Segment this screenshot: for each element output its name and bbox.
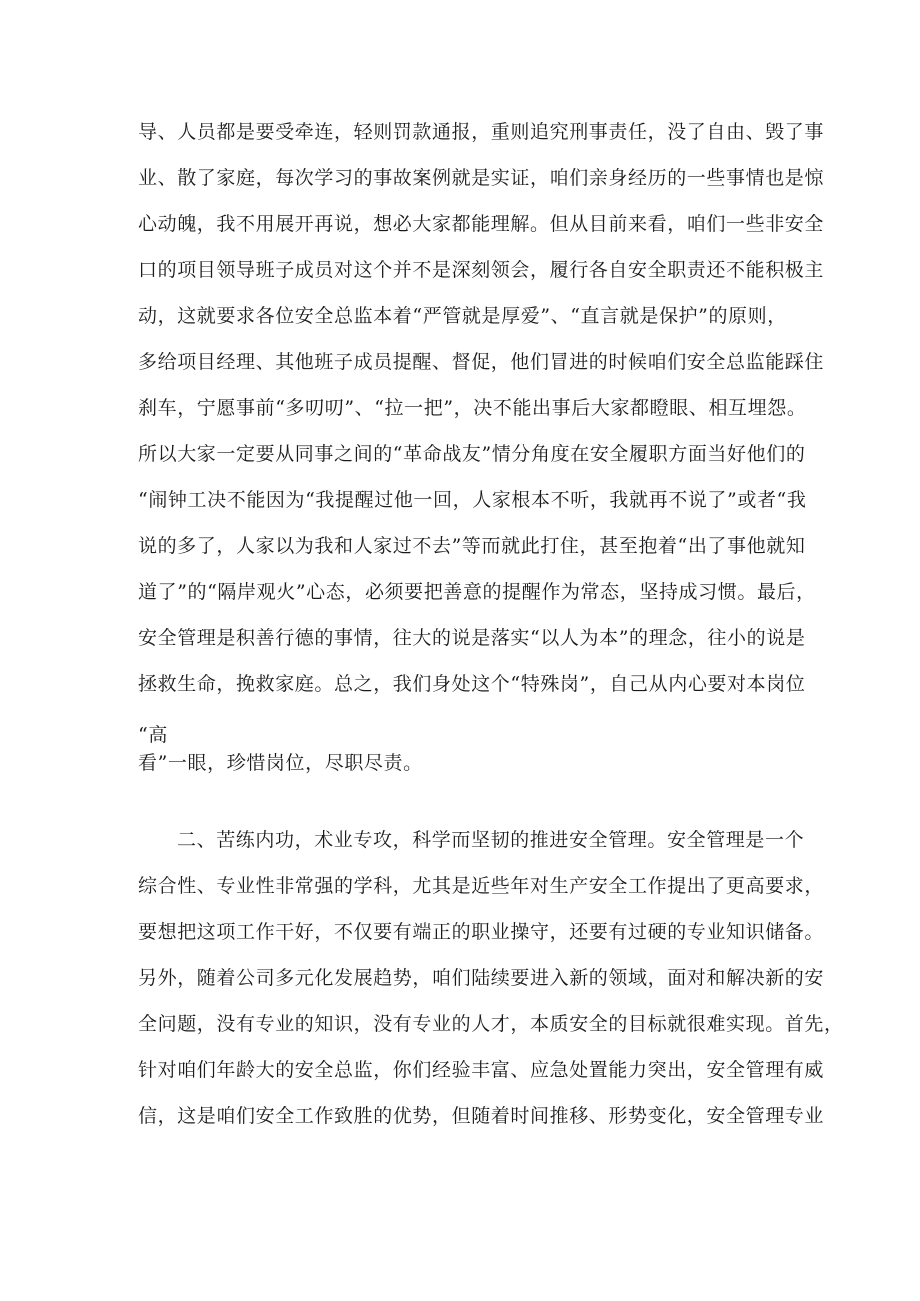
paragraph-2-line-6: 针对咱们年龄大的安全总监，你们经验丰富、应急处置能力突出，安全管理有威 <box>138 1059 825 1081</box>
paragraph-1-line-9: “闹钟工决不能因为“我提醒过他一回，人家根本不听，我就再不说了”或者“我 <box>138 489 807 511</box>
paragraph-2-line-4: 另外，随着公司多元化发展趋势，咱们陆续要进入新的领域，面对和解决新的安 <box>138 967 825 989</box>
paragraph-1-line-15: 看”一眼，珍惜岗位，尽职尽责。 <box>138 752 423 774</box>
paragraph-1-line-10: 说的多了，人家以为我和人家过不去”等而就此打住，甚至抱着“出了事他就知 <box>138 535 806 557</box>
paragraph-2-line-3: 要想把这项工作干好，不仅要有端正的职业操守，还要有过硬的专业知识储备。 <box>138 921 825 943</box>
paragraph-1-line-13: 拯救生命，挽救家庭。总之，我们身处这个“特殊岗”，自己从内心要对本岗位 <box>138 673 806 695</box>
paragraph-2-line-1: 二、苦练内功，术业专攻，科学而坚韧的推进安全管理。安全管理是一个 <box>177 829 805 851</box>
paragraph-2-line-2: 综合性、专业性非常强的学科，尤其是近些年对生产安全工作提出了更高要求， <box>138 875 825 897</box>
paragraph-1-line-12: 安全管理是积善行德的事情，往大的说是落实“以人为本”的理念，往小的说是 <box>138 627 806 649</box>
paragraph-1-line-5: 动，这就要求各位安全总监本着“严管就是厚爱”、“直言就是保护”的原则， <box>138 305 787 327</box>
paragraph-1-line-11: 道了”的“隔岸观火”心态，必须要把善意的提醒作为常态，坚持成习惯。最后， <box>138 581 816 603</box>
paragraph-2-line-5: 全问题，没有专业的知识，没有专业的人才，本质安全的目标就很难实现。首先， <box>138 1013 844 1035</box>
paragraph-1-line-14: “高 <box>138 724 168 746</box>
paragraph-1-line-3: 心动魄，我不用展开再说，想必大家都能理解。但从目前来看，咱们一些非安全 <box>138 213 825 235</box>
paragraph-1-line-8: 所以大家一定要从同事之间的“革命战友”情分角度在安全履职方面当好他们的 <box>138 443 806 465</box>
paragraph-1-line-7: 刹车，宁愿事前“多叨叨”、“拉一把”，决不能出事后大家都瞪眼、相互埋怨。 <box>138 397 807 419</box>
paragraph-2-line-7: 信，这是咱们安全工作致胜的优势，但随着时间推移、形势变化，安全管理专业 <box>138 1105 825 1127</box>
paragraph-1-line-2: 业、散了家庭，每次学习的事故案例就是实证，咱们亲身经历的一些事情也是惊 <box>138 167 825 189</box>
paragraph-1-line-1: 导、人员都是要受牵连，轻则罚款通报，重则追究刑事责任，没了自由、毁了事 <box>138 121 825 143</box>
paragraph-1-line-6: 多给项目经理、其他班子成员提醒、督促，他们冒进的时候咱们安全总监能踩住 <box>138 351 825 373</box>
paragraph-1-line-4: 口的项目领导班子成员对这个并不是深刻领会，履行各自安全职责还不能积极主 <box>138 259 825 281</box>
